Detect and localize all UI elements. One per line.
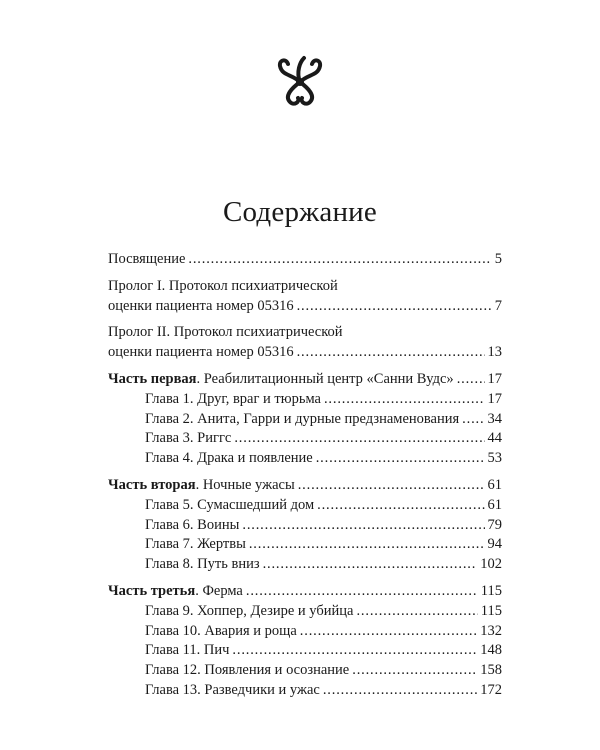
dot-leader: [263, 556, 478, 573]
dot-leader: [242, 517, 484, 534]
dot-leader: [298, 477, 485, 494]
toc-chapter-entry[interactable]: [108, 497, 502, 517]
table-of-contents: [108, 251, 502, 702]
dot-leader: [317, 497, 484, 514]
dot-leader: [188, 251, 491, 268]
toc-entry-title: [145, 430, 231, 447]
toc-entry-title: [108, 583, 243, 600]
toc-page-number: 158: [480, 662, 502, 679]
toc-part-entry[interactable]: [108, 477, 502, 497]
toc-entry-text: Глава 8. Путь вниз: [145, 556, 260, 573]
toc-entry-title: [145, 450, 313, 467]
toc-page-number: 53: [487, 450, 502, 467]
dot-leader: [316, 450, 485, 467]
toc-chapter-entry[interactable]: [108, 662, 502, 682]
toc-entry-text: Глава 12. Появления и осознание: [145, 662, 350, 679]
dot-leader: [297, 298, 492, 315]
toc-entry-title: [108, 251, 185, 268]
toc-chapter-entry[interactable]: [108, 536, 502, 556]
toc-entry-text: . Ферма: [195, 582, 243, 599]
toc-entry-text: Глава 4. Драка и появление: [145, 450, 313, 467]
toc-page-number: 115: [480, 582, 502, 599]
toc-entry-title: [108, 371, 454, 388]
toc-entry-text: оценки пациента номер 05316: [108, 344, 294, 361]
toc-entry-title: [108, 298, 294, 315]
toc-part-entry[interactable]: [108, 583, 502, 603]
toc-page-number: 148: [480, 642, 502, 659]
toc-chapter-entry[interactable]: [108, 623, 502, 643]
toc-page-number: 17: [487, 370, 502, 387]
toc-entry-title: [145, 682, 320, 699]
toc-page-number: 102: [480, 556, 502, 573]
toc-entry-line1: Пролог I. Протокол психиатрической: [108, 277, 338, 294]
toc-page-number: 17: [487, 390, 502, 407]
toc-chapter-entry[interactable]: [108, 391, 502, 411]
toc-page-number: 79: [487, 516, 502, 533]
dot-leader: [323, 682, 477, 699]
toc-chapter-entry[interactable]: [108, 556, 502, 576]
toc-entry-text: . Ночные ужасы: [195, 476, 295, 493]
toc-chapter-entry[interactable]: [108, 642, 502, 662]
toc-entry-text: Глава 2. Анита, Гарри и дурные предзнаменования: [145, 410, 460, 427]
toc-entry-title: [108, 477, 295, 494]
toc-entry-title: [145, 411, 459, 428]
toc-chapter-entry[interactable]: [108, 411, 502, 431]
toc-entry-text: Глава 10. Авария и роща: [145, 622, 297, 639]
toc-page-number: 34: [487, 410, 502, 427]
toc-part-entry[interactable]: [108, 344, 502, 364]
toc-page-number: 7: [494, 297, 502, 314]
toc-part-label: Часть первая: [108, 370, 197, 387]
toc-entry-title: [145, 623, 297, 640]
dot-leader: [300, 623, 477, 640]
toc-entry-text: Глава 5. Сумасшедший дом: [145, 496, 315, 513]
dot-leader: [352, 662, 477, 679]
toc-part-entry[interactable]: [108, 371, 502, 391]
toc-entry-title: [145, 391, 321, 408]
page-title: Содержание: [223, 196, 377, 228]
toc-chapter-entry[interactable]: [108, 430, 502, 450]
toc-part-entry[interactable]: [108, 251, 502, 271]
toc-entry-text: Посвящение: [108, 251, 186, 267]
dot-leader: [232, 642, 477, 659]
toc-page-number: 61: [487, 496, 502, 513]
toc-entry-text: оценки пациента номер 05316: [108, 297, 294, 314]
dot-leader: [297, 344, 485, 361]
toc-page-number: 44: [487, 430, 502, 447]
toc-page-number: 5: [494, 251, 502, 267]
toc-page-number: 94: [487, 536, 502, 553]
toc-part-label: Часть вторая: [108, 476, 196, 493]
toc-entry-title: [145, 536, 246, 553]
toc-entry-text: . Реабилитационный центр «Санни Вудс»: [196, 370, 454, 387]
toc-entry-title: [145, 603, 353, 620]
floral-ornament-icon: [270, 52, 330, 108]
toc-entry-title: [145, 497, 314, 514]
dot-leader: [249, 536, 485, 553]
toc-page-number: 115: [480, 602, 502, 619]
toc-page-number: 13: [487, 344, 502, 361]
toc-page-number: 61: [487, 476, 502, 493]
toc-entry-title: [145, 517, 239, 534]
toc-entry-text: Глава 9. Хоппер, Дезире и убийца: [145, 602, 354, 619]
dot-leader: [457, 371, 485, 388]
toc-entry-text: Глава 7. Жертвы: [145, 536, 246, 553]
toc-entry-text: Глава 3. Риггс: [145, 430, 232, 447]
toc-page-number: 172: [480, 681, 502, 698]
dot-leader: [462, 411, 484, 428]
toc-entry-title: [145, 662, 349, 679]
toc-chapter-entry[interactable]: [108, 450, 502, 470]
toc-entry-title: [145, 556, 260, 573]
toc-entry-text: Глава 1. Друг, враг и тюрьма: [145, 390, 321, 407]
toc-part-entry[interactable]: [108, 298, 502, 318]
dot-leader: [234, 430, 484, 447]
toc-part-label: Часть третья: [108, 582, 196, 599]
toc-entry-text: Глава 11. Пич: [145, 642, 230, 659]
toc-chapter-entry[interactable]: [108, 682, 502, 702]
dot-leader: [246, 583, 478, 600]
toc-entry-text: Глава 6. Воины: [145, 516, 240, 533]
dot-leader: [324, 391, 485, 408]
toc-page-number: 132: [480, 622, 502, 639]
toc-chapter-entry[interactable]: [108, 517, 502, 537]
toc-entry-line1: Пролог II. Протокол психиатрической: [108, 324, 343, 341]
toc-entry-text: Глава 13. Разведчики и ужас: [145, 681, 320, 698]
toc-entry-title: [108, 344, 294, 361]
dot-leader: [356, 603, 477, 620]
toc-chapter-entry[interactable]: [108, 603, 502, 623]
toc-entry-title: [145, 642, 229, 659]
